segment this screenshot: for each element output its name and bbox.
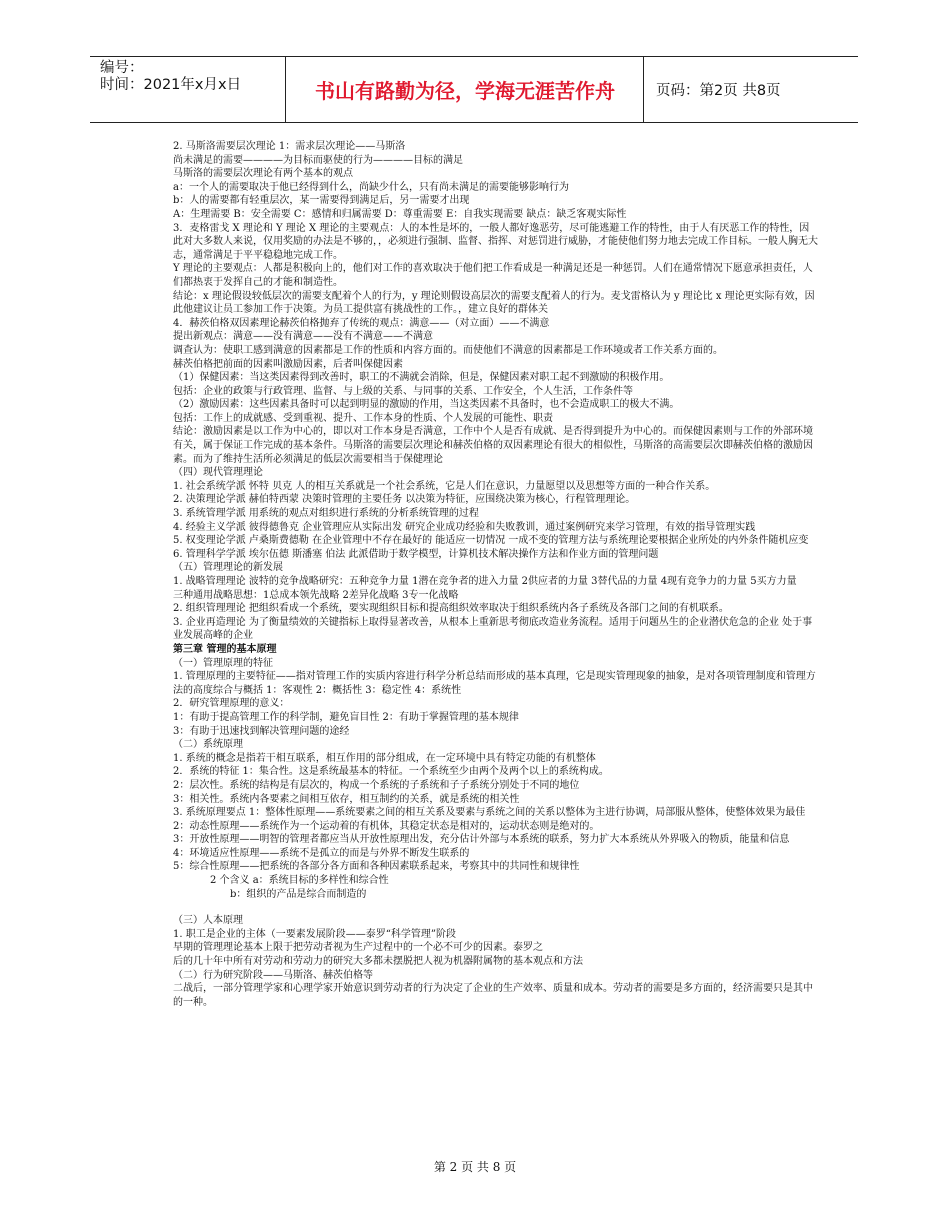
text-line: a：一个人的需要取决于他已经得到什么，尚缺少什么，只有尚未满足的需要能够影响行为 bbox=[173, 181, 569, 193]
header-motto: 书山有路勤为径，学海无涯苦作舟 bbox=[287, 57, 644, 122]
text-line: 2 个含义 a：系统目标的多样性和综合性 bbox=[210, 875, 389, 887]
text-line: （2）激励因素：这些因素具备时可以起到明显的激励的作用，当这类因素不具备时，也不会造成职工的极大不满。 bbox=[173, 399, 680, 411]
text-line: 1. 社会系统学派 怀特 贝克 人的相互关系就是一个社会系统，它是人们在意识，力量愿望以及思想等方面的一种合作关系。 bbox=[173, 480, 716, 492]
text-paragraph: 1. 战略管理理论 波特的竞争战略研究：五种竞争力量 1潜在竞争者的进入力量 2供应者的力量 3替代品的力量 4现有竞争力的力量 5买方力量 bbox=[173, 576, 797, 587]
section-heading: （五）管理理论的新发展 bbox=[173, 562, 283, 574]
text-line: （1）保健因素：当这类因素得到改善时，职工的不满就会消除，但是，保健因素对职工起不到激励的积极作用。 bbox=[173, 372, 670, 384]
text-line: 三种通用战略思想：1总成本领先战略 2差异化战略 3专一化战略 bbox=[173, 589, 459, 601]
text-paragraph: 5. 权变理论学派 卢桑斯费德勒 在企业管理中不存在最好的 能适应一切情况 一成不变的管理方法与系统理论要根据企业所处的内外条件随机应变 bbox=[173, 535, 809, 547]
text-paragraph: Y 理论的主要观点：人都是积极向上的，他们对工作的喜欢取决于他们把工作看成是一种满足还是一种惩罚。人们在通常情况下愿意承担责任，人们都热衷于发挥自己的才能和制造性。 bbox=[173, 263, 813, 288]
text-paragraph: 2. 组织管理理论 把组织看成一个系统，要实现组织目标和提高组织效率取决于组织系统内各子系统及各部门之间的有机联系。 bbox=[173, 603, 729, 615]
date-label: 时间：2021年x月x日 bbox=[100, 77, 242, 93]
section-heading: （二）行为研究阶段——马斯洛、赫茨伯格等 bbox=[173, 969, 373, 981]
text-line: 1：有助于提高管理工作的科学制，避免盲目性 2：有助于掌握管理的基本规律 bbox=[173, 711, 519, 723]
text-line: 提出新观点：满意——没有满意——没有不满意——不满意 bbox=[173, 331, 433, 343]
text-line: 包括：工作上的成就感、受到重视、提升、工作本身的性质、个人发展的可能性、职责 bbox=[173, 412, 553, 424]
text-line: 3. 系统管理学派 用系统的观点对组织进行系统的分析系统管理的过程 bbox=[173, 508, 479, 520]
header-page-number: 页码：第2页 共8页 bbox=[656, 83, 781, 99]
text-line: b：人的需要都有轻重层次，某一需要得到满足后，另一需要才出现 bbox=[173, 195, 470, 207]
text-line: 调查认为：使职工感到满意的因素都是工作的性质和内容方面的。而使他们不满意的因素都是工作环境或者工作关系方面的。 bbox=[173, 344, 723, 356]
text-paragraph: 4. 经验主义学派 彼得德鲁克 企业管理应从实际出发 研究企业成功经验和失败教训，通过案例研究来学习管理，有效的指导管理实践 bbox=[173, 521, 756, 533]
text-line: 4：环境适应性原理——系统不是孤立的而是与外界不断发生联系的 bbox=[173, 847, 470, 859]
text-paragraph: 结论：x 理论假设较低层次的需要支配着个人的行为，y 理论则假设高层次的需要支配着人的行为。麦戈雷格认为 y 理论比 x 理论更实际有效，因此他建议让员工参加工作于决策。为员工提供富有挑战性的工作。，建立良好的群体关 bbox=[173, 290, 815, 316]
section-heading: （四）现代管理理论 bbox=[173, 467, 263, 479]
text-line: 3：有助于迅速找到解决管理问题的途经 bbox=[173, 725, 350, 737]
text-paragraph: 结论：激励因素是以工作为中心的，即以对工作本身是否满意，工作中个人是否有成就、是否得到提升为中心的。而保健因素则与工作的外部环境有关，属于保证工作完成的基本条件。马斯洛的需要层次理论和赫茨伯格的双因素理论有很大的相似性，马斯洛的高需要层次即赫茨伯格的激励因素。而为了维持生活所必须满足的低层次需要相当于保健理论 bbox=[173, 426, 813, 465]
text-line: 1. 职工是企业的主体（一要素发展阶段——泰罗“科学管理”阶段 bbox=[173, 928, 456, 940]
text-line: 后的几十年中所有对劳动和劳动力的研究大多都未摆脱把人视为机器附属物的基本观点和方法 bbox=[173, 956, 583, 968]
page-header bbox=[90, 56, 858, 123]
text-line: 马斯洛的需要层次理论有两个基本的观点 bbox=[173, 168, 353, 180]
header-meta bbox=[90, 57, 286, 122]
text-line: 2. 决策理论学派 赫伯特西蒙 决策时管理的主要任务 以决策为特征，应围绕决策为核心，行程管理理论。 bbox=[173, 494, 636, 506]
text-paragraph: 3．麦格雷戈 X 理论和 Y 理论 X 理论的主要观点：人的本性是坏的，一般人都好逸恶劳，尽可能逃避工作的特性，由于人有厌恶工作的特性，因此对大多数人来说，仅用奖励的办法是不够的，，必须进行强制、监督、指挥、对惩罚进行威胁，才能使他们努力地去完成工作目标。一般人胸无大志，通常满足于平平稳稳地完成工作。 bbox=[173, 222, 818, 261]
text-line: 2：动态性原理——系统作为一个运动着的有机体，其稳定状态是相对的，运动状态则是绝对的。 bbox=[173, 820, 600, 832]
text-line: 6. 管理科学学派 埃尔伍德 斯潘塞 伯法 此派借助于数学模型，计算机技术解决操作方法和作业方面的管理问题 bbox=[173, 548, 659, 560]
text-line: 2：层次性。系统的结构是有层次的，构成一个系统的子系统和子子系统分别处于不同的地位 bbox=[173, 779, 580, 791]
text-line: 赫茨伯格把前面的因素叫激励因素，后者叫保健因素 bbox=[173, 358, 403, 370]
text-line: 1. 系统的概念是指若干相互联系，相互作用的部分组成，在一定环境中具有特定功能的有机整体 bbox=[173, 752, 596, 764]
text-line: 4．赫茨伯格双因素理论赫茨伯格抛弃了传统的观点：满意——（对立面）——不满意 bbox=[173, 317, 550, 329]
text-line: 2. 马斯洛需要层次理论 1：需求层次理论——马斯洛 bbox=[173, 141, 406, 152]
text-paragraph: 1. 管理原理的主要特征——指对管理工作的实质内容进行科学分析总结而形成的基本真理，它是现实管理现象的抽象，是对各项管理制度和管理方法的高度综合与概括 1：客观性 2：概括性 3：稳定性 4：系统性 bbox=[173, 671, 816, 696]
text-line: 2．研究管理原理的意义： bbox=[173, 698, 290, 710]
text-line: b：组织的产品是综合而制造的 bbox=[230, 888, 367, 900]
text-paragraph: 3. 企业再造理论 为了衡量绩效的关键指标上取得显著改善，从根本上重新思考彻底改造业务流程。适用于问题丛生的企业潜伏危急的企业 处于事业发展高峰的企业 bbox=[173, 616, 813, 642]
text-paragraph: 二战后，一部分管理学家和心理学家开始意识到劳动者的行为决定了企业的生产效率、质量和成本。劳动者的需要是多方面的，经济需要只是其中的一种。 bbox=[173, 983, 813, 1008]
blank-line bbox=[173, 901, 818, 914]
section-heading: （一）管理原理的特征 bbox=[173, 657, 273, 669]
number-label: 编号： bbox=[100, 60, 144, 76]
chapter-heading: 第三章 管理的基本原理 bbox=[173, 643, 277, 655]
text-paragraph: 3. 系统原理要点 1：整体性原理——系统要素之间的相互关系及要素与系统之间的关系以整体为主进行协调，局部服从整体，使整体效果为最佳 bbox=[173, 807, 806, 819]
text-line: 5：综合性原理——把系统的各部分各方面和各种因素联系起来，考察其中的共同性和规律性 bbox=[173, 861, 580, 873]
section-heading: （三）人本原理 bbox=[173, 915, 243, 927]
text-paragraph: 3：开放性原理——明智的管理者都应当从开放性原理出发，充分估计外部与本系统的联系，努力扩大本系统从外界吸入的物质，能量和信息 bbox=[173, 834, 790, 846]
page-footer: 第 2 页 共 8 页 bbox=[433, 1160, 517, 1174]
text-line: 2．系统的特征 1：集合性。这是系统最基本的特征。一个系统至少由两个及两个以上的系统构成。 bbox=[173, 766, 609, 778]
text-line: 3：相关性。系统内各要素之间相互依存，相互制约的关系，就是系统的相关性 bbox=[173, 793, 520, 805]
document-body bbox=[173, 140, 818, 1009]
text-line: 早期的管理理论基本上限于把劳动者视为生产过程中的一个必不可少的因素。泰罗之 bbox=[173, 942, 543, 954]
text-line: 包括：企业的政策与行政管理、监督、与上级的关系、与同事的关系、工作安全，个人生活，工作条件等 bbox=[173, 385, 633, 397]
text-line: 尚未满足的需要————为目标而驱使的行为————目标的满足 bbox=[173, 154, 463, 166]
text-line: A：生理需要 B：安全需要 C：感情和归属需要 D：尊重需要 E：自我实现需要 缺点：缺乏客观实际性 bbox=[173, 208, 627, 220]
section-heading: （二）系统原理 bbox=[173, 739, 243, 751]
